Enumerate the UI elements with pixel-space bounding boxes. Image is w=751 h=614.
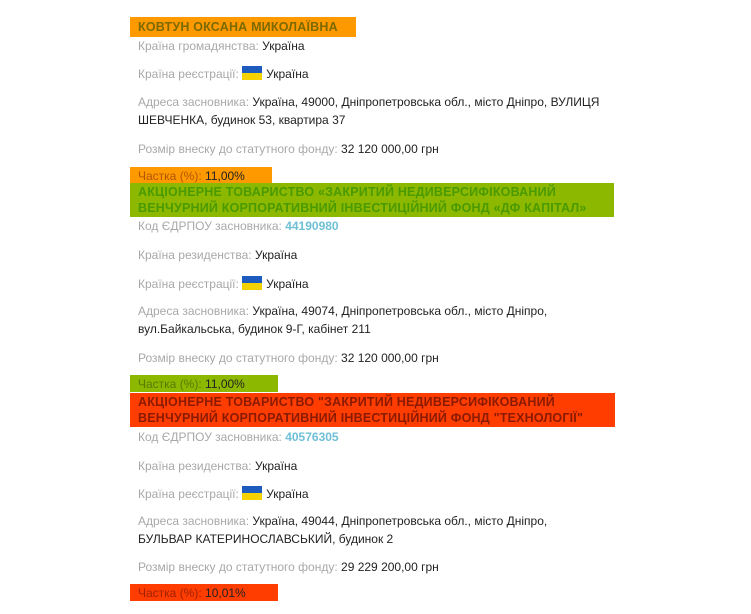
contribution-row: Розмір внеску до статутного фонду: 32 120 000,00 грн	[138, 351, 439, 365]
ukraine-flag-icon	[242, 276, 262, 290]
founder-name-line: ВЕНЧУРНИЙ КОРПОРАТИВНИЙ ІНВЕСТИЦІЙНИЙ ФОНД «ДФ КАПІТАЛ»	[138, 201, 587, 215]
founder-name	[130, 183, 614, 217]
registration-row: Країна реєстрації: Україна	[138, 487, 309, 501]
share-row: Частка (%): 10,01%	[138, 586, 246, 600]
contribution-row: Розмір внеску до статутного фонду: 32 120 000,00 грн	[138, 142, 439, 156]
contribution-row: Розмір внеску до статутного фонду: 29 229 200,00 грн	[138, 560, 439, 574]
citizenship-row: Країна громадянства: Україна	[138, 39, 305, 53]
code-row: Код ЄДРПОУ засновника: 44190980	[138, 219, 339, 233]
residency-row: Країна резиденства: Україна	[138, 248, 298, 262]
founder-name: КОВТУН ОКСАНА МИКОЛАЇВНА	[130, 17, 356, 37]
residency-row: Країна резиденства: Україна	[138, 459, 298, 473]
founder-name-line: ВЕНЧУРНИЙ КОРПОРАТИВНИЙ ІНВЕСТИЦІЙНИЙ ФОНД "ТЕХНОЛОГІЇ"	[138, 411, 584, 425]
founder-name-line: АКЦІОНЕРНЕ ТОВАРИСТВО "ЗАКРИТИЙ НЕДИВЕРСИФІКОВАНИЙ	[138, 395, 555, 409]
address-row-continued: ШЕВЧЕНКА, будинок 53, квартира 37	[138, 113, 346, 127]
ukraine-flag-icon	[242, 66, 262, 80]
address-row: Адреса засновника: Україна, 49000, Дніпропетровська обл., місто Дніпро, ВУЛИЦЯ	[138, 95, 600, 109]
registration-row: Країна реєстрації: Україна	[138, 67, 309, 81]
share-row: Частка (%): 11,00%	[138, 169, 245, 183]
founder-name	[130, 393, 615, 427]
ukraine-flag-icon	[242, 486, 262, 500]
code-row: Код ЄДРПОУ засновника: 40576305	[138, 430, 339, 444]
address-row-continued: БУЛЬВАР КАТЕРИНОСЛАВСЬКИЙ, будинок 2	[138, 532, 394, 546]
address-row: Адреса засновника: Україна, 49074, Дніпропетровська обл., місто Дніпро,	[138, 304, 548, 318]
share-row: Частка (%): 11,00%	[138, 377, 245, 391]
registration-row: Країна реєстрації: Україна	[138, 277, 309, 291]
founder-name-line: АКЦІОНЕРНЕ ТОВАРИСТВО «ЗАКРИТИЙ НЕДИВЕРСИФІКОВАНИЙ	[138, 185, 557, 199]
address-row-continued: вул.Байкальська, будинок 9-Г, кабінет 211	[138, 322, 371, 336]
address-row: Адреса засновника: Україна, 49044, Дніпропетровська обл., місто Дніпро,	[138, 514, 548, 528]
